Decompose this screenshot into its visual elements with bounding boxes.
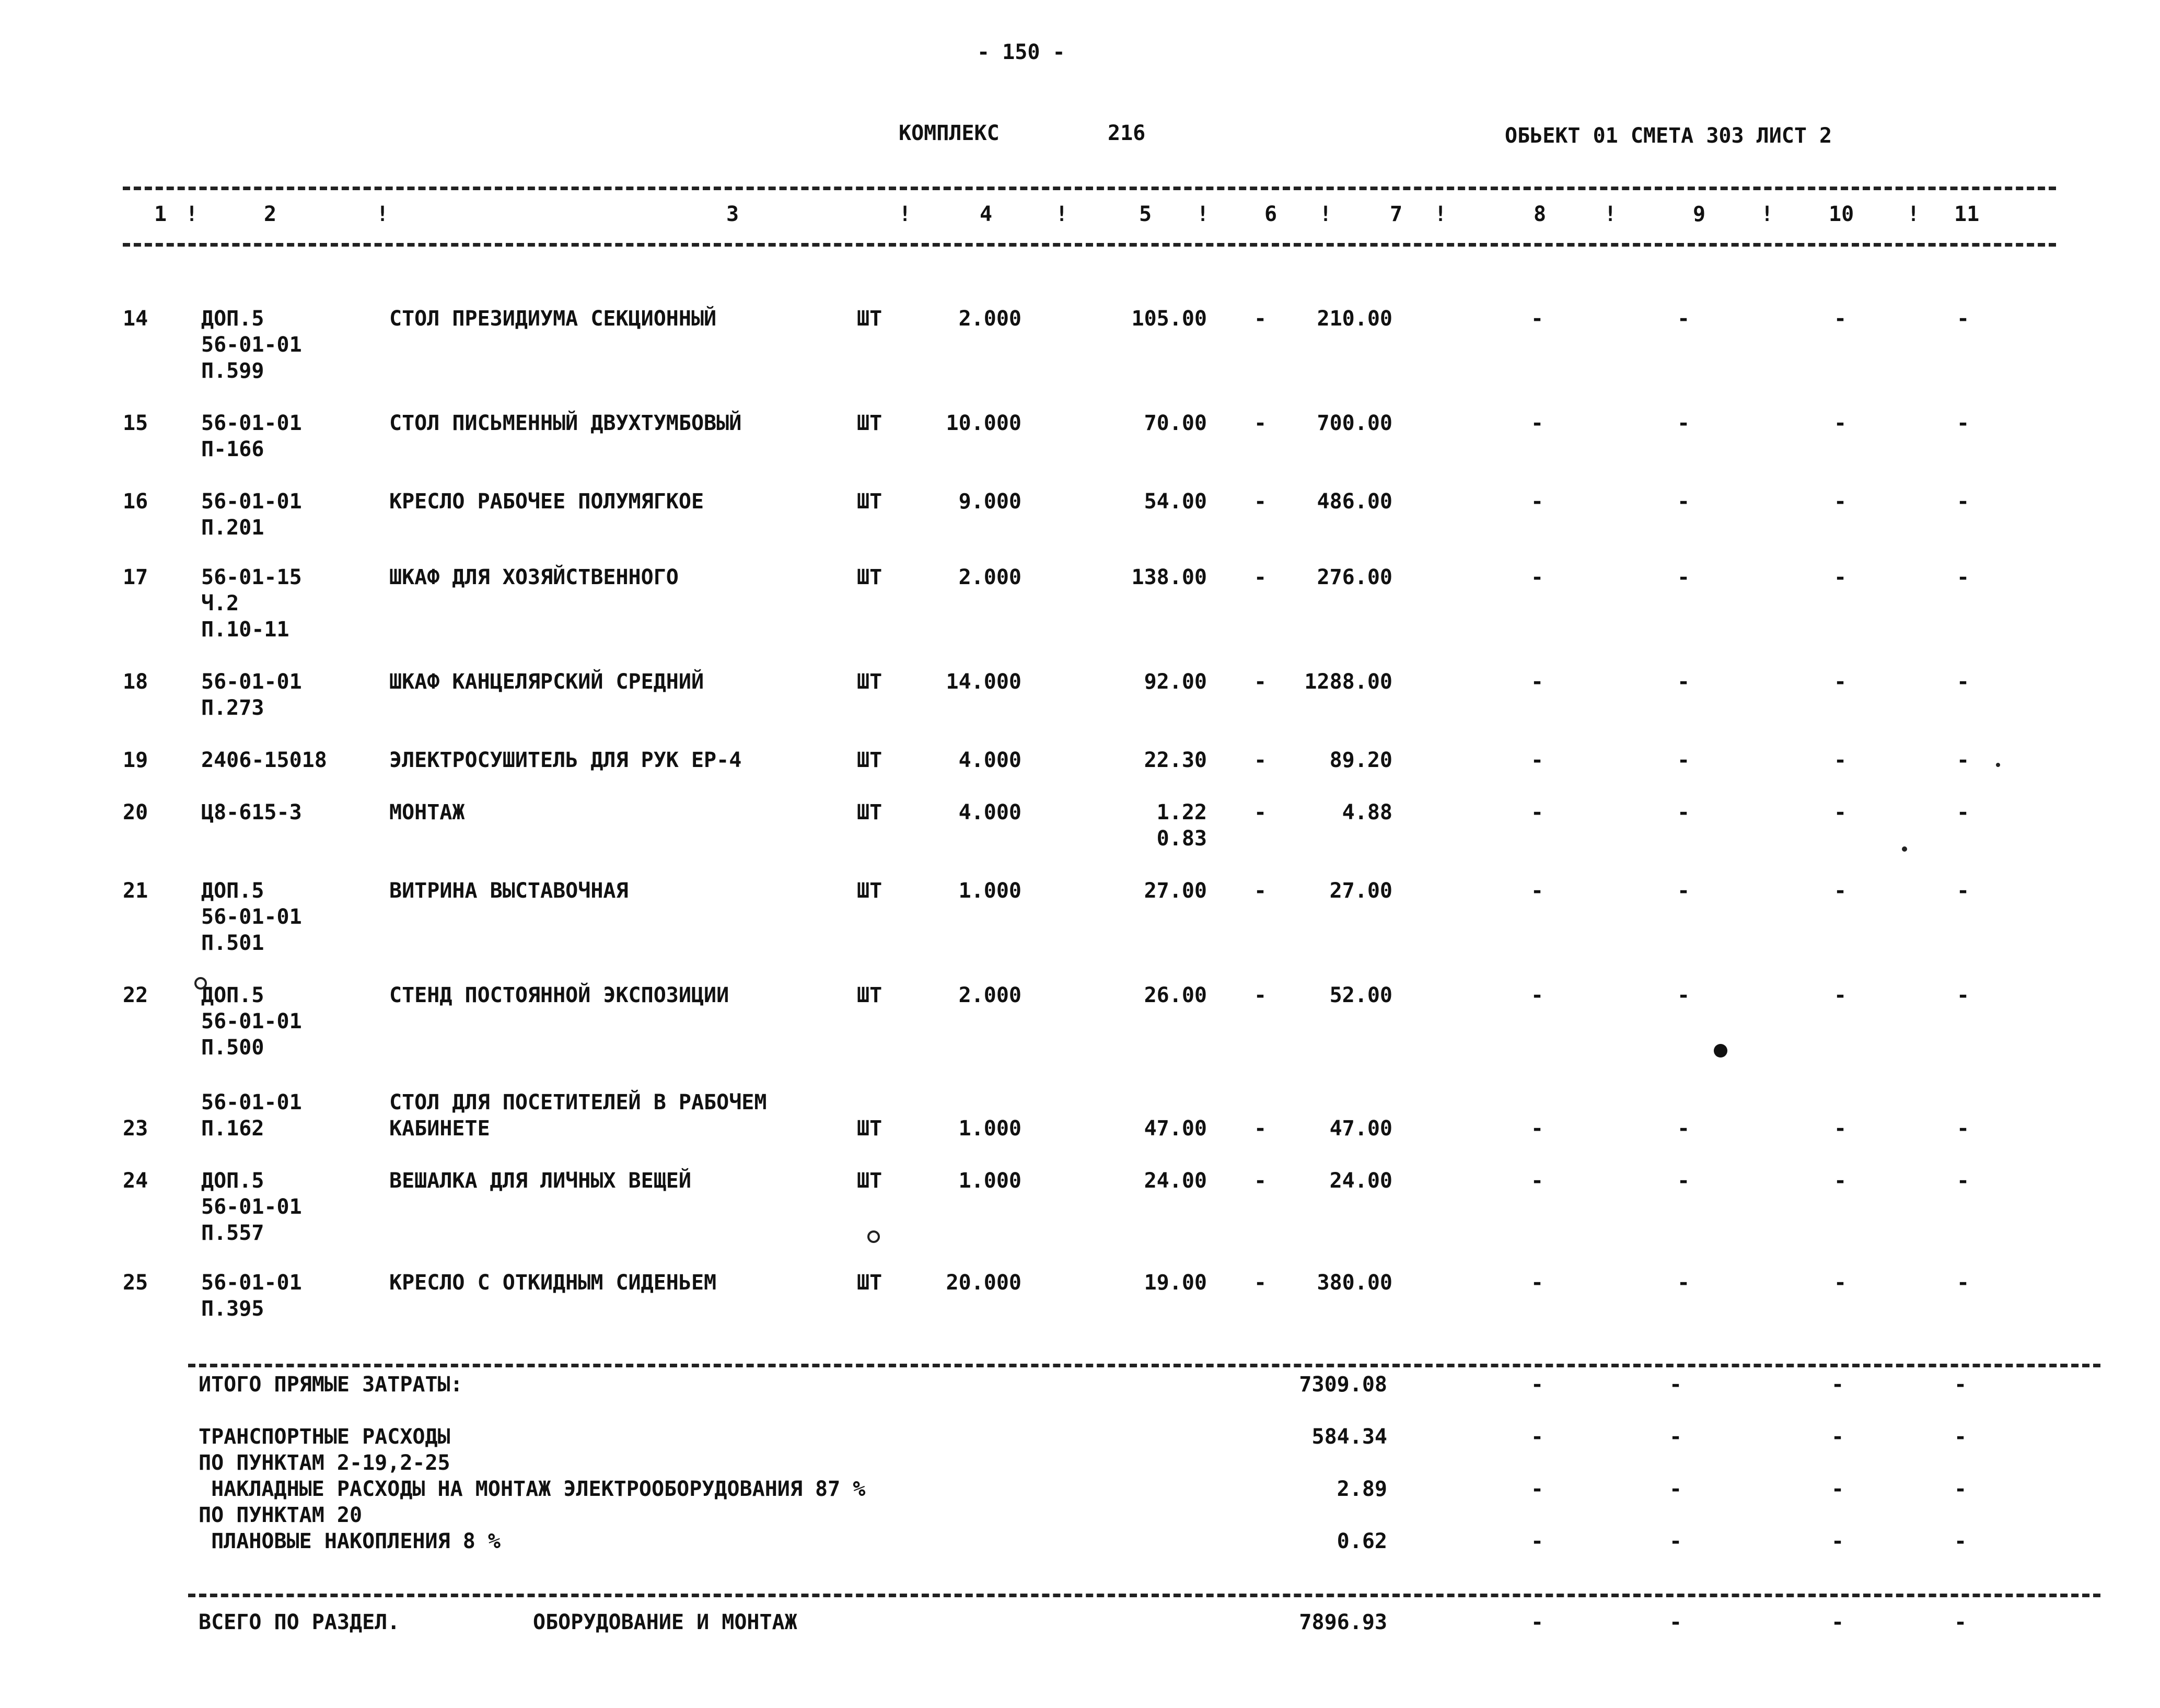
row-unit: ШТ — [857, 879, 882, 903]
row-col6: - — [1254, 800, 1267, 824]
row-quantity: 1.000 — [958, 879, 1021, 903]
row-number: 16 — [123, 490, 148, 514]
row-quantity: 14.000 — [946, 670, 1021, 694]
row-code: П.395 — [201, 1297, 264, 1321]
row-code: 56-01-01 — [201, 490, 302, 514]
row-quantity: 1.000 — [958, 1117, 1021, 1141]
row-price: 105.00 — [1131, 307, 1207, 331]
summary-label: ПЛАНОВЫЕ НАКОПЛЕНИЯ 8 % — [199, 1529, 501, 1553]
row-col11: - — [1957, 307, 1970, 331]
summary-label: ИТОГО ПРЯМЫЕ ЗАТРАТЫ: — [199, 1373, 463, 1397]
total-col10: - — [1831, 1610, 1844, 1634]
row-total: 52.00 — [1329, 983, 1392, 1007]
row-col8: - — [1531, 411, 1544, 435]
row-code: ДОП.5 — [201, 307, 264, 331]
row-price: 70.00 — [1144, 411, 1207, 435]
row-number: 14 — [123, 307, 148, 331]
row-price: 0.83 — [1156, 827, 1207, 851]
row-col8: - — [1531, 1117, 1544, 1141]
row-col6: - — [1254, 565, 1267, 589]
row-quantity: 9.000 — [958, 490, 1021, 514]
row-col10: - — [1834, 1271, 1847, 1295]
row-code: ДОП.5 — [201, 879, 264, 903]
row-quantity: 10.000 — [946, 411, 1021, 435]
row-code: П.557 — [201, 1221, 264, 1245]
row-col11: - — [1957, 411, 1970, 435]
row-code: П.273 — [201, 696, 264, 720]
col-separator: ! — [1761, 202, 1774, 226]
col-header-7: 7 — [1390, 202, 1403, 226]
row-col8: - — [1531, 748, 1544, 772]
summary-col9: - — [1669, 1529, 1682, 1553]
row-col11: - — [1957, 1271, 1970, 1295]
row-total: 380.00 — [1317, 1271, 1392, 1295]
summary-col11: - — [1954, 1477, 1967, 1501]
row-total: 1288.00 — [1304, 670, 1392, 694]
row-col11: - — [1957, 1117, 1970, 1141]
row-quantity: 2.000 — [958, 983, 1021, 1007]
summary-col11: - — [1954, 1373, 1967, 1397]
summary-value: 2.89 — [1337, 1477, 1387, 1501]
row-quantity: 1.000 — [958, 1169, 1021, 1193]
row-col10: - — [1834, 490, 1847, 514]
header-top-rule — [123, 187, 2056, 190]
total-col11: - — [1954, 1610, 1967, 1634]
row-total: 276.00 — [1317, 565, 1392, 589]
scan-speck — [1902, 846, 1907, 852]
summary-col10: - — [1831, 1477, 1844, 1501]
row-number: 20 — [123, 800, 148, 824]
row-name: ВИТРИНА ВЫСТАВОЧНАЯ — [389, 879, 629, 903]
row-price: 138.00 — [1131, 565, 1207, 589]
row-unit: ШТ — [857, 565, 882, 589]
row-col9: - — [1677, 307, 1690, 331]
row-col9: - — [1677, 983, 1690, 1007]
row-name: СТОЛ ПРЕЗИДИУМА СЕКЦИОННЫЙ — [389, 307, 717, 331]
row-col6: - — [1254, 1169, 1267, 1193]
row-code: П.162 — [201, 1117, 264, 1141]
row-col6: - — [1254, 307, 1267, 331]
row-total: 486.00 — [1317, 490, 1392, 514]
row-code: Ц8-615-3 — [201, 800, 302, 824]
row-col6: - — [1254, 411, 1267, 435]
total-label: ВСЕГО ПО РАЗДЕЛ. — [199, 1610, 400, 1634]
col-separator: ! — [376, 202, 389, 226]
row-code: П.501 — [201, 931, 264, 955]
row-code: 56-01-15 — [201, 565, 302, 589]
row-col8: - — [1531, 800, 1544, 824]
row-code: 56-01-01 — [201, 1009, 302, 1033]
total-top-rule — [188, 1594, 2100, 1597]
col-header-6: 6 — [1264, 202, 1278, 226]
row-code: П.500 — [201, 1036, 264, 1060]
summary-col8: - — [1531, 1529, 1544, 1553]
complex-label: КОМПЛЕКС — [899, 121, 1000, 145]
row-unit: ШТ — [857, 1117, 882, 1141]
col-header-1: 1 — [154, 202, 167, 226]
row-number: 18 — [123, 670, 148, 694]
row-col10: - — [1834, 748, 1847, 772]
row-name: КАБИНЕТЕ — [389, 1117, 490, 1141]
row-quantity: 2.000 — [958, 565, 1021, 589]
row-col6: - — [1254, 879, 1267, 903]
row-code: 56-01-01 — [201, 1195, 302, 1219]
row-quantity: 4.000 — [958, 748, 1021, 772]
row-col11: - — [1957, 983, 1970, 1007]
row-col9: - — [1677, 1169, 1690, 1193]
row-name: ШКАФ ДЛЯ ХОЗЯЙСТВЕННОГО — [389, 565, 679, 589]
row-code: 56-01-01 — [201, 333, 302, 357]
row-col9: - — [1677, 411, 1690, 435]
row-col6: - — [1254, 1117, 1267, 1141]
row-col10: - — [1834, 1169, 1847, 1193]
scan-speck — [867, 1230, 880, 1243]
col-header-11: 11 — [1954, 202, 1980, 226]
row-name: СТОЛ ДЛЯ ПОСЕТИТЕЛЕЙ В РАБОЧЕМ — [389, 1090, 767, 1114]
row-name: КРЕСЛО РАБОЧЕЕ ПОЛУМЯГКОЕ — [389, 490, 704, 514]
summary-col8: - — [1531, 1477, 1544, 1501]
row-col10: - — [1834, 565, 1847, 589]
row-unit: ШТ — [857, 490, 882, 514]
row-code: П.599 — [201, 359, 264, 383]
row-price: 22.30 — [1144, 748, 1207, 772]
row-quantity: 4.000 — [958, 800, 1021, 824]
ink-blot — [1714, 1044, 1727, 1058]
row-code: 56-01-01 — [201, 411, 302, 435]
summary-col9: - — [1669, 1477, 1682, 1501]
row-col9: - — [1677, 879, 1690, 903]
summary-col10: - — [1831, 1373, 1844, 1397]
row-price: 92.00 — [1144, 670, 1207, 694]
summary-col10: - — [1831, 1529, 1844, 1553]
summary-value: 0.62 — [1337, 1529, 1387, 1553]
row-name: ЭЛЕКТРОСУШИТЕЛЬ ДЛЯ РУК ЕР-4 — [389, 748, 742, 772]
row-col8: - — [1531, 1271, 1544, 1295]
row-code: П-166 — [201, 437, 264, 461]
summary-col8: - — [1531, 1373, 1544, 1397]
col-separator: ! — [1055, 202, 1069, 226]
row-col6: - — [1254, 490, 1267, 514]
col-separator: ! — [185, 202, 199, 226]
col-header-10: 10 — [1829, 202, 1854, 226]
row-col9: - — [1677, 1271, 1690, 1295]
row-number: 22 — [123, 983, 148, 1007]
row-unit: ШТ — [857, 307, 882, 331]
row-col9: - — [1677, 800, 1690, 824]
row-price: 47.00 — [1144, 1117, 1207, 1141]
total-col9: - — [1669, 1610, 1682, 1634]
row-col8: - — [1531, 670, 1544, 694]
row-code: ДОП.5 — [201, 1169, 264, 1193]
row-unit: ШТ — [857, 1169, 882, 1193]
row-col11: - — [1957, 800, 1970, 824]
summary-label: ПО ПУНКТАМ 20 — [199, 1503, 363, 1527]
summary-value: 584.34 — [1311, 1425, 1387, 1449]
row-number: 21 — [123, 879, 148, 903]
row-unit: ШТ — [857, 411, 882, 435]
row-code: П.10-11 — [201, 618, 289, 642]
row-col6: - — [1254, 670, 1267, 694]
row-col6: - — [1254, 1271, 1267, 1295]
row-name: ВЕШАЛКА ДЛЯ ЛИЧНЫХ ВЕЩЕЙ — [389, 1169, 691, 1193]
row-number: 15 — [123, 411, 148, 435]
summary-label: НАКЛАДНЫЕ РАСХОДЫ НА МОНТАЖ ЭЛЕКТРООБОРУДОВАНИЯ 87 % — [199, 1477, 866, 1501]
row-price: 27.00 — [1144, 879, 1207, 903]
row-col8: - — [1531, 879, 1544, 903]
row-quantity: 2.000 — [958, 307, 1021, 331]
summary-label: ПО ПУНКТАМ 2-19,2-25 — [199, 1451, 450, 1475]
row-col11: - — [1957, 748, 1970, 772]
row-total: 24.00 — [1329, 1169, 1392, 1193]
col-header-3: 3 — [726, 202, 739, 226]
row-unit: ШТ — [857, 748, 882, 772]
col-header-8: 8 — [1534, 202, 1547, 226]
summary-col11: - — [1954, 1529, 1967, 1553]
row-unit: ШТ — [857, 670, 882, 694]
row-col8: - — [1531, 490, 1544, 514]
row-number: 23 — [123, 1117, 148, 1141]
row-name: ШКАФ КАНЦЕЛЯРСКИЙ СРЕДНИЙ — [389, 670, 704, 694]
row-col8: - — [1531, 983, 1544, 1007]
summary-col9: - — [1669, 1425, 1682, 1449]
summary-value: 7309.08 — [1299, 1373, 1387, 1397]
row-col8: - — [1531, 565, 1544, 589]
row-col9: - — [1677, 1117, 1690, 1141]
row-col11: - — [1957, 670, 1970, 694]
row-col6: - — [1254, 748, 1267, 772]
row-col8: - — [1531, 1169, 1544, 1193]
col-separator: ! — [1197, 202, 1210, 226]
row-code: 56-01-01 — [201, 1271, 302, 1295]
row-code: ДОП.5 — [201, 983, 264, 1007]
row-col10: - — [1834, 670, 1847, 694]
row-name: МОНТАЖ — [389, 800, 465, 824]
page-number: - 150 - — [977, 40, 1065, 64]
row-number: 17 — [123, 565, 148, 589]
row-total: 210.00 — [1317, 307, 1392, 331]
row-col11: - — [1957, 490, 1970, 514]
row-code: 56-01-01 — [201, 1090, 302, 1114]
col-separator: ! — [899, 202, 912, 226]
row-price: 26.00 — [1144, 983, 1207, 1007]
total-value: 7896.93 — [1299, 1610, 1387, 1634]
row-col8: - — [1531, 307, 1544, 331]
row-unit: ШТ — [857, 800, 882, 824]
row-col9: - — [1677, 490, 1690, 514]
row-total: 27.00 — [1329, 879, 1392, 903]
header-bottom-rule — [123, 243, 2056, 247]
row-price: 19.00 — [1144, 1271, 1207, 1295]
row-col10: - — [1834, 800, 1847, 824]
col-header-9: 9 — [1693, 202, 1706, 226]
row-col10: - — [1834, 307, 1847, 331]
summary-col9: - — [1669, 1373, 1682, 1397]
row-col11: - — [1957, 1169, 1970, 1193]
row-price: 54.00 — [1144, 490, 1207, 514]
scan-speck — [1996, 763, 2000, 767]
row-unit: ШТ — [857, 983, 882, 1007]
row-total: 89.20 — [1329, 748, 1392, 772]
col-separator: ! — [1434, 202, 1447, 226]
summary-top-rule — [188, 1364, 2100, 1367]
row-total: 4.88 — [1342, 800, 1392, 824]
row-col10: - — [1834, 1117, 1847, 1141]
row-number: 24 — [123, 1169, 148, 1193]
object-estimate-sheet: ОБЬЕКТ 01 СМЕТА 303 ЛИСТ 2 — [1505, 124, 1832, 148]
row-col6: - — [1254, 983, 1267, 1007]
col-header-5: 5 — [1139, 202, 1152, 226]
summary-col10: - — [1831, 1425, 1844, 1449]
row-total: 47.00 — [1329, 1117, 1392, 1141]
row-price: 24.00 — [1144, 1169, 1207, 1193]
col-header-4: 4 — [980, 202, 993, 226]
row-name: КРЕСЛО С ОТКИДНЫМ СИДЕНЬЕМ — [389, 1271, 717, 1295]
row-code: Ч.2 — [201, 591, 239, 615]
summary-col11: - — [1954, 1425, 1967, 1449]
row-col11: - — [1957, 565, 1970, 589]
row-code: 56-01-01 — [201, 905, 302, 929]
summary-col8: - — [1531, 1425, 1544, 1449]
row-price: 1.22 — [1156, 800, 1207, 824]
complex-number: 216 — [1108, 121, 1146, 145]
row-col11: - — [1957, 879, 1970, 903]
row-number: 25 — [123, 1271, 148, 1295]
row-col10: - — [1834, 983, 1847, 1007]
col-separator: ! — [1319, 202, 1332, 226]
row-code: П.201 — [201, 516, 264, 540]
row-code: 2406-15018 — [201, 748, 327, 772]
row-quantity: 20.000 — [946, 1271, 1021, 1295]
row-unit: ШТ — [857, 1271, 882, 1295]
total-section-name: ОБОРУДОВАНИЕ И МОНТАЖ — [533, 1610, 797, 1634]
row-col9: - — [1677, 670, 1690, 694]
row-name: СТЕНД ПОСТОЯННОЙ ЭКСПОЗИЦИИ — [389, 983, 729, 1007]
row-name: СТОЛ ПИСЬМЕННЫЙ ДВУХТУМБОВЫЙ — [389, 411, 742, 435]
row-col10: - — [1834, 411, 1847, 435]
row-col9: - — [1677, 748, 1690, 772]
row-code: 56-01-01 — [201, 670, 302, 694]
row-col9: - — [1677, 565, 1690, 589]
row-col10: - — [1834, 879, 1847, 903]
row-total: 700.00 — [1317, 411, 1392, 435]
row-number: 19 — [123, 748, 148, 772]
scan-speck — [194, 977, 207, 990]
col-header-2: 2 — [264, 202, 277, 226]
col-separator: ! — [1907, 202, 1920, 226]
col-separator: ! — [1604, 202, 1617, 226]
summary-label: ТРАНСПОРТНЫЕ РАСХОДЫ — [199, 1425, 450, 1449]
total-col8: - — [1531, 1610, 1544, 1634]
